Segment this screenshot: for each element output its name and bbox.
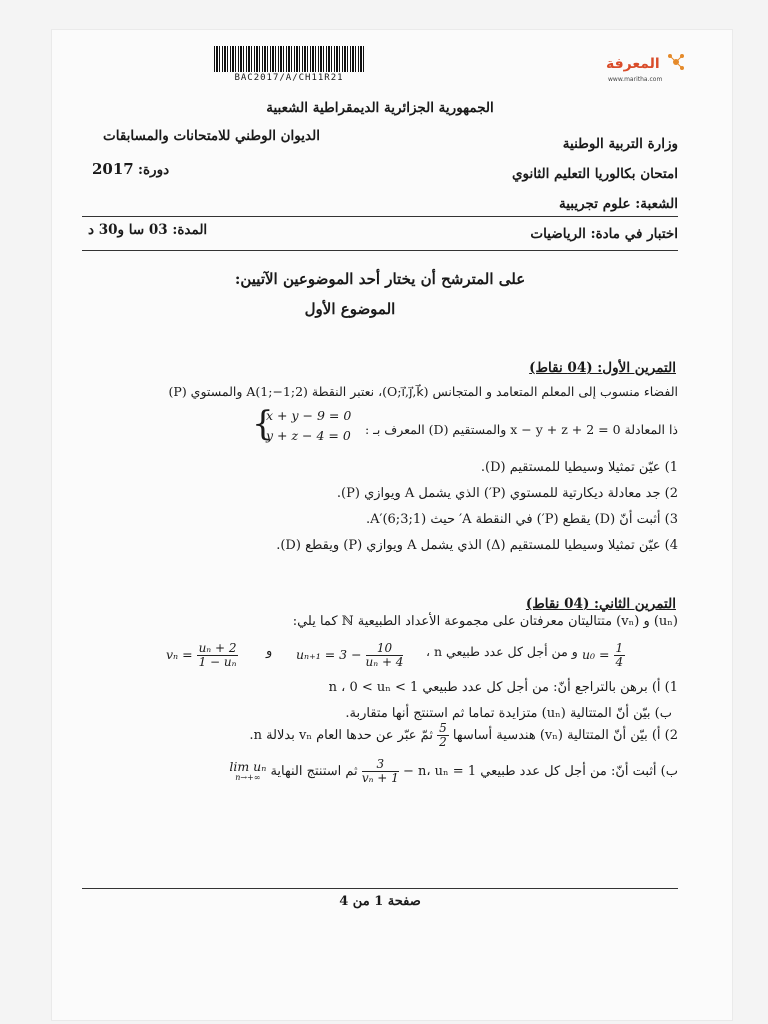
system-equation-2: y + z − 4 = 0 bbox=[266, 428, 351, 443]
system-brace: { bbox=[252, 404, 274, 444]
exam-office: الديوان الوطني للامتحانات والمسابقات bbox=[103, 128, 320, 144]
topic-title: الموضوع الأول bbox=[304, 300, 396, 318]
v-denominator: 1 − uₙ bbox=[198, 655, 237, 669]
subject: اختبار في مادة: الرياضيات bbox=[530, 226, 678, 242]
recurrence-lhs: uₙ₊₁ = 3 − bbox=[296, 647, 362, 662]
exercise-1-q2: 2) جد معادلة ديكارتية للمستوي (P′) الذي يشمل A ويوازي (P). bbox=[336, 486, 678, 501]
republic-title: الجمهورية الجزائرية الديمقراطية الشعبية bbox=[266, 100, 494, 116]
exercise-1-title: التمرين الأول: (04 نقاط) bbox=[529, 360, 676, 376]
exercise-1-line-1: الفضاء منسوب إلى المعلم المتعامد و المتجانس (O;i⃗,j⃗,k⃗)، نعتبر النقطة A(1;−1;2) والمستوي (P) bbox=[168, 384, 678, 399]
marefa-logo bbox=[606, 50, 686, 90]
u0-lhs: u₀ = bbox=[582, 647, 610, 662]
u0-fraction bbox=[614, 642, 626, 669]
exam-name: امتحان بكالوريا التعليم الثانوي bbox=[511, 166, 678, 182]
barcode-text: BAC2017/A/CH11R21 bbox=[234, 73, 344, 83]
page-number: صفحة 1 من 4 bbox=[339, 894, 421, 909]
q2b-suffix: ثم استنتج النهاية bbox=[270, 764, 358, 779]
logo-url: www.maritha.com bbox=[608, 76, 663, 83]
logo-text: المعرفة bbox=[606, 56, 660, 72]
u0-numerator: 1 bbox=[615, 641, 624, 655]
limit-expression bbox=[229, 760, 266, 783]
exercise-1-line-2: ذا المعادلة x − y + z + 2 = 0 والمستقيم (D) المعرف بـ : bbox=[364, 422, 678, 437]
footer-divider bbox=[82, 888, 678, 889]
exercise-2-line-1: (uₙ) و (vₙ) متتاليتان معرفتان على مجموعة الأعداد الطبيعية ℕ كما يلي: bbox=[292, 614, 678, 629]
q2a-ratio-denominator: 2 bbox=[439, 735, 447, 749]
exercise-2-q2a bbox=[78, 722, 678, 749]
limit-subscript: n→+∞ bbox=[235, 773, 261, 782]
session-year: 2017 bbox=[92, 160, 134, 178]
recurrence-fraction bbox=[366, 642, 404, 669]
exercise-1-q4: 4) عيّن تمثيلا وسيطيا للمستقيم (Δ) الذي يشمل A ويوازي (P) ويقطع (D). bbox=[276, 538, 678, 553]
q2a-ratio bbox=[437, 722, 449, 749]
logo-dots-icon bbox=[666, 52, 686, 72]
barcode bbox=[214, 46, 364, 72]
exercise-2-q1b: ب) بيّن أنّ المتتالية (uₙ) متزايدة تماما ثم استنتج أنها متقاربة. bbox=[345, 706, 672, 721]
q2a-ratio-numerator: 5 bbox=[439, 721, 447, 735]
and-word: و bbox=[266, 644, 273, 659]
exercise-2-q2b bbox=[78, 758, 678, 785]
exercise-2-q1a: 1) أ) برهن بالتراجع أنّ: من أجل كل عدد طبيعي n ، 0 < uₙ < 1 bbox=[328, 680, 678, 695]
limit-text: lim uₙ bbox=[229, 759, 267, 774]
exercise-1-q1: 1) عيّن تمثيلا وسيطيا للمستقيم (D). bbox=[480, 460, 678, 475]
exercise-1-q3: 3) أثبت أنّ (D) يقطع (P′) في النقطة A′ حيث A′(6;3;1). bbox=[365, 512, 678, 527]
sequence-definitions bbox=[162, 632, 678, 672]
u-recurrence bbox=[296, 642, 403, 669]
session-label: دورة: bbox=[138, 162, 170, 178]
q2b-numerator: 3 bbox=[362, 758, 399, 772]
v-definition bbox=[166, 642, 238, 669]
q2a-suffix: ثمّ عبّر عن حدها العام vₙ بدلالة n. bbox=[249, 728, 433, 743]
header-divider-2 bbox=[82, 250, 678, 251]
q2b-denominator: vₙ + 1 bbox=[361, 771, 399, 785]
system-equation-1: x + y − 9 = 0 bbox=[266, 408, 352, 423]
u0-definition bbox=[582, 642, 625, 669]
q2a-prefix: 2) أ) بيّن أنّ المتتالية (vₙ) هندسية أساسها bbox=[452, 728, 678, 743]
exercise-2-title: التمرين الثاني: (04 نقاط) bbox=[525, 596, 676, 612]
duration: المدة: 03 سا و30 د bbox=[88, 222, 208, 238]
u0-denominator: 4 bbox=[615, 655, 624, 669]
q2b-fraction bbox=[362, 758, 399, 785]
ministry: وزارة التربية الوطنية bbox=[562, 136, 678, 152]
v-fraction bbox=[197, 642, 239, 669]
recurrence-denominator: uₙ + 4 bbox=[365, 655, 404, 669]
header-divider bbox=[82, 216, 678, 217]
v-numerator: uₙ + 2 bbox=[198, 641, 237, 655]
v-lhs: vₙ = bbox=[166, 647, 193, 662]
branch: الشعبة: علوم تجريبية bbox=[558, 196, 678, 212]
line-system bbox=[252, 406, 352, 446]
recurrence-numerator: 10 bbox=[366, 642, 404, 656]
instructions: على المترشح أن يختار أحد الموضوعين الآتيين: bbox=[234, 270, 526, 288]
q2b-prefix: ب) أثبت أنّ: من أجل كل عدد طبيعي n، uₙ = 1 − bbox=[402, 764, 678, 779]
for-all-n: و من أجل كل عدد طبيعي n ، bbox=[426, 644, 578, 659]
